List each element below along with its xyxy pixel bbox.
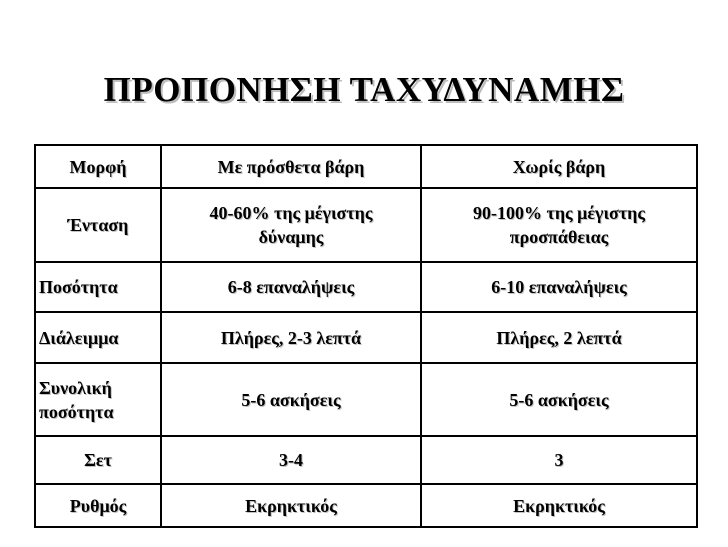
table-cell bbox=[161, 188, 421, 262]
cell-line: 90-100% της μέγιστης bbox=[473, 203, 645, 223]
table-row bbox=[35, 188, 697, 262]
table-cell: 3 bbox=[421, 436, 697, 484]
cell-line: Συνολική bbox=[39, 377, 112, 398]
table-row bbox=[35, 363, 697, 436]
table-cell: 5-6 ασκήσεις bbox=[161, 363, 421, 436]
table-cell: 6-10 επαναλήψεις bbox=[421, 262, 697, 312]
table-row bbox=[35, 262, 697, 312]
row-label-cell: Διάλειμμα bbox=[35, 312, 161, 363]
cell-line: δύναμης bbox=[258, 227, 324, 247]
table-cell: Πλήρες, 2-3 λεπτά bbox=[161, 312, 421, 363]
table-cell: 5-6 ασκήσεις bbox=[421, 363, 697, 436]
table-row bbox=[35, 484, 697, 527]
table-cell: 3-4 bbox=[161, 436, 421, 484]
header-label-cell: Μορφή bbox=[35, 145, 161, 188]
table-cell: Εκρηκτικός bbox=[161, 484, 421, 527]
training-table bbox=[34, 144, 698, 528]
table-cell: Εκρηκτικός bbox=[421, 484, 697, 527]
table-cell: Πλήρες, 2 λεπτά bbox=[421, 312, 697, 363]
row-label-cell: Ποσότητα bbox=[35, 262, 161, 312]
cell-line: 40-60% της μέγιστης bbox=[209, 203, 373, 223]
table-header-row bbox=[35, 145, 697, 188]
row-label-cell: Ένταση bbox=[35, 188, 161, 262]
table-row bbox=[35, 436, 697, 484]
row-label-cell: Σετ bbox=[35, 436, 161, 484]
table-cell: 6-8 επαναλήψεις bbox=[161, 262, 421, 312]
row-label-cell bbox=[35, 363, 161, 436]
header-with-weights-cell: Με πρόσθετα βάρη bbox=[161, 145, 421, 188]
page-title: ΠΡΟΠΟΝΗΣΗ ΤΑΧΥΔΥΝΑΜΗΣ bbox=[103, 70, 625, 109]
cell-line: ποσότητα bbox=[39, 401, 114, 422]
cell-line: προσπάθειας bbox=[509, 227, 609, 247]
table-cell bbox=[421, 188, 697, 262]
header-without-weights-cell: Χωρίς βάρη bbox=[421, 145, 697, 188]
table-row bbox=[35, 312, 697, 363]
row-label-cell: Ρυθμός bbox=[35, 484, 161, 527]
